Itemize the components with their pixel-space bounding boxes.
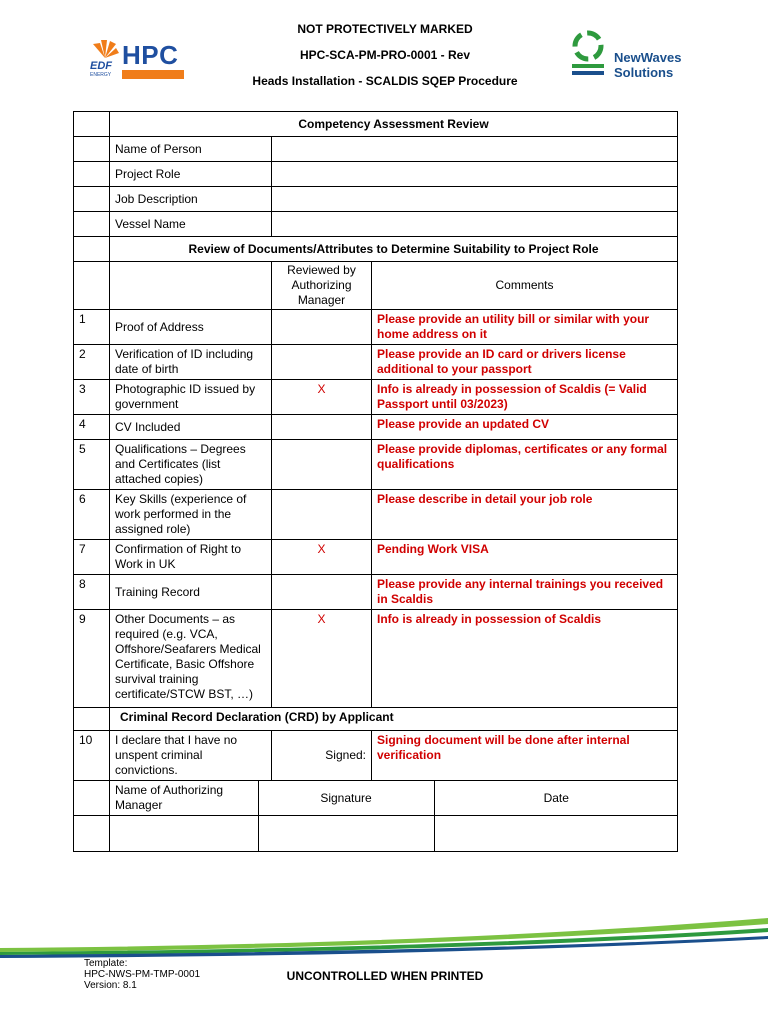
table-row bbox=[74, 610, 678, 708]
table-row bbox=[74, 490, 678, 540]
hpc-logo bbox=[88, 38, 188, 82]
field-label-project-role: Project Role bbox=[110, 162, 272, 187]
field-label-job-description: Job Description bbox=[110, 187, 272, 212]
field-label-vessel-name: Vessel Name bbox=[110, 212, 272, 237]
column-header-comments: Comments bbox=[372, 262, 678, 310]
row-reviewed-mark[interactable] bbox=[272, 575, 372, 610]
person-field-row bbox=[74, 212, 678, 237]
row-number: 10 bbox=[74, 731, 110, 781]
manager-name-field[interactable] bbox=[110, 816, 258, 851]
table-row bbox=[74, 440, 678, 490]
table-row bbox=[74, 415, 678, 440]
row-reviewed-mark[interactable]: X bbox=[272, 610, 372, 708]
row-number: 1 bbox=[74, 310, 110, 345]
crd-section-title: Criminal Record Declaration (CRD) by Applicant bbox=[110, 708, 678, 731]
protective-marking: NOT PROTECTIVELY MARKED bbox=[297, 22, 473, 36]
row-item: Key Skills (experience of work performed in the assigned role) bbox=[110, 490, 272, 540]
row-item: Confirmation of Right to Work in UK bbox=[110, 540, 272, 575]
row-number: 6 bbox=[74, 490, 110, 540]
row-item: Proof of Address bbox=[110, 310, 272, 345]
row-reviewed-mark[interactable] bbox=[272, 415, 372, 440]
cell-empty bbox=[74, 237, 110, 262]
competency-assessment-table bbox=[73, 111, 678, 852]
signature-field[interactable] bbox=[258, 816, 434, 851]
table-row bbox=[74, 540, 678, 575]
row-reviewed-mark[interactable] bbox=[272, 440, 372, 490]
footer-template-ref: HPC-NWS-PM-TMP-0001 bbox=[84, 969, 201, 980]
date-field[interactable] bbox=[434, 816, 678, 851]
cell-empty bbox=[74, 816, 110, 852]
row-reviewed-mark[interactable] bbox=[272, 490, 372, 540]
cell-empty bbox=[74, 137, 110, 162]
document-reference: HPC-SCA-PM-PRO-0001 - Rev bbox=[299, 48, 471, 62]
cell-empty bbox=[74, 112, 110, 137]
person-field-row bbox=[74, 137, 678, 162]
row-item: Training Record bbox=[110, 575, 272, 610]
row-comment: Please provide an updated CV bbox=[372, 415, 678, 440]
newwaves-logo-line2: Solutions bbox=[614, 65, 674, 80]
footer-uncontrolled-notice: UNCONTROLLED WHEN PRINTED bbox=[286, 969, 484, 983]
cell-empty bbox=[74, 708, 110, 731]
crd-title-row bbox=[74, 708, 678, 731]
signed-label: Signed: bbox=[272, 731, 372, 781]
newwaves-logo bbox=[570, 30, 700, 82]
footer-template-info bbox=[84, 958, 200, 991]
table-row bbox=[74, 575, 678, 610]
footer-version: Version: 8.1 bbox=[84, 980, 137, 991]
row-item: CV Included bbox=[110, 415, 272, 440]
name-of-person-field[interactable] bbox=[272, 137, 678, 162]
row-comment: Please provide any internal trainings you received in Scaldis bbox=[372, 575, 678, 610]
footer-template-label: Template: bbox=[84, 958, 128, 969]
signature-header-row bbox=[74, 781, 678, 816]
edf-logo-subtext: ENERGY bbox=[90, 72, 112, 78]
cell-empty bbox=[110, 262, 272, 310]
hpc-logo-bar bbox=[122, 70, 184, 79]
signature-header-cell bbox=[110, 781, 678, 816]
newwaves-logo-line1: NewWaves bbox=[614, 50, 682, 65]
row-number: 8 bbox=[74, 575, 110, 610]
row-item: Other Documents – as required (e.g. VCA, Offshore/Seafarers Medical Certificate, Basic Offshore survival training certificate/STCW BST, …) bbox=[110, 610, 272, 708]
row-comment: Please provide diplomas, certificates or any formal qualifications bbox=[372, 440, 678, 490]
cell-empty bbox=[74, 212, 110, 237]
field-label-name-of-person: Name of Person bbox=[110, 137, 272, 162]
row-item: Qualifications – Degrees and Certificates (list attached copies) bbox=[110, 440, 272, 490]
person-field-row bbox=[74, 187, 678, 212]
row-number: 7 bbox=[74, 540, 110, 575]
row-comment: Pending Work VISA bbox=[372, 540, 678, 575]
row-reviewed-mark[interactable] bbox=[272, 310, 372, 345]
row-number: 9 bbox=[74, 610, 110, 708]
edf-logo-text: EDF bbox=[90, 60, 112, 72]
cell-empty bbox=[74, 187, 110, 212]
document-title: Heads Installation - SCALDIS SQEP Procedure bbox=[252, 74, 518, 88]
edf-sun-icon bbox=[90, 38, 120, 62]
row-number: 5 bbox=[74, 440, 110, 490]
cell-empty bbox=[74, 162, 110, 187]
review-title-row bbox=[74, 237, 678, 262]
table-row bbox=[74, 380, 678, 415]
row-comment: Info is already in possession of Scaldis (= Valid Passport until 03/2023) bbox=[372, 380, 678, 415]
crd-row bbox=[74, 731, 678, 781]
row-comment: Info is already in possession of Scaldis bbox=[372, 610, 678, 708]
table-row bbox=[74, 345, 678, 380]
row-reviewed-mark[interactable]: X bbox=[272, 380, 372, 415]
project-role-field[interactable] bbox=[272, 162, 678, 187]
row-number: 2 bbox=[74, 345, 110, 380]
cell-empty bbox=[74, 262, 110, 310]
signature-entry-table bbox=[110, 816, 678, 851]
review-section-title: Review of Documents/Attributes to Determine Suitability to Project Role bbox=[110, 237, 678, 262]
form-title: Competency Assessment Review bbox=[110, 112, 678, 137]
hpc-logo-text: HPC bbox=[122, 40, 179, 70]
person-field-row bbox=[74, 162, 678, 187]
crd-comment: Signing document will be done after internal verification bbox=[372, 731, 678, 781]
signature-header-table bbox=[110, 781, 678, 815]
column-header-signature: Signature bbox=[258, 781, 434, 815]
row-comment: Please provide an ID card or drivers license additional to your passport bbox=[372, 345, 678, 380]
crd-declaration: I declare that I have no unspent criminal convictions. bbox=[110, 731, 272, 781]
column-header-reviewed: Reviewed by Authorizing Manager bbox=[272, 262, 372, 310]
row-item: Verification of ID including date of birth bbox=[110, 345, 272, 380]
signature-entry-cell bbox=[110, 816, 678, 852]
column-header-date: Date bbox=[434, 781, 678, 815]
row-number: 3 bbox=[74, 380, 110, 415]
vessel-name-field[interactable] bbox=[272, 212, 678, 237]
footer-swoosh-graphic bbox=[0, 912, 768, 962]
table-row bbox=[74, 310, 678, 345]
row-item: Photographic ID issued by government bbox=[110, 380, 272, 415]
title-row bbox=[74, 112, 678, 137]
row-number: 4 bbox=[74, 415, 110, 440]
column-header-manager: Name of Authorizing Manager bbox=[115, 783, 224, 812]
column-header-row bbox=[74, 262, 678, 310]
row-reviewed-mark[interactable]: X bbox=[272, 540, 372, 575]
job-description-field[interactable] bbox=[272, 187, 678, 212]
row-reviewed-mark[interactable] bbox=[272, 345, 372, 380]
newwaves-swirl-icon bbox=[570, 30, 610, 80]
row-comment: Please provide an utility bill or similar with your home address on it bbox=[372, 310, 678, 345]
cell-empty bbox=[74, 781, 110, 816]
row-comment: Please describe in detail your job role bbox=[372, 490, 678, 540]
signature-entry-row bbox=[74, 816, 678, 852]
